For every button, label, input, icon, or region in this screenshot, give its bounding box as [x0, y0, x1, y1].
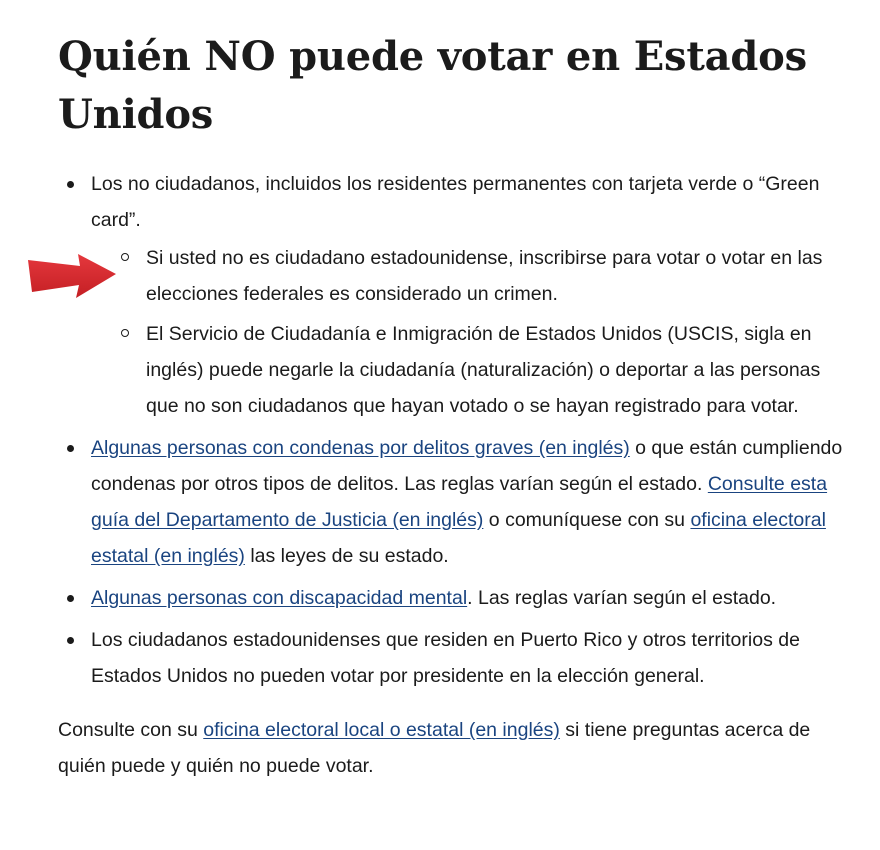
local-state-election-office-link[interactable]: oficina electoral local o estatal (en inglés)	[203, 719, 560, 741]
list-item-text: Los ciudadanos estadounidenses que residen en Puerto Rico y otros territorios de Estados Unidos no pueden votar por presidente en la elección general.	[91, 629, 800, 687]
list-item-mental-disability	[58, 580, 858, 616]
state-election-office-link[interactable]: oficina electoral estatal (en inglés)	[91, 509, 826, 567]
sub-list-item-uscis	[91, 316, 858, 424]
list-item-text: o que están cumpliendo condenas por otros tipos de delitos. Las reglas varían según el estado.	[91, 437, 843, 495]
page-title: Quién NO puede votar en Estados Unidos	[58, 33, 807, 138]
felony-convictions-link[interactable]: Algunas personas con condenas por delitos graves (en inglés)	[91, 437, 630, 459]
mental-disability-link[interactable]: Algunas personas con discapacidad mental	[91, 587, 468, 609]
list-item-text: o comuníquese con su	[483, 509, 691, 531]
list-item-non-citizens	[58, 166, 858, 424]
footer-paragraph	[58, 712, 858, 784]
list-item-text: las leyes de su estado.	[244, 545, 449, 567]
footer-text-suffix: si tiene preguntas acerca de quién puede y quién no puede votar.	[58, 719, 811, 777]
list-item-text: . Las reglas varían según el estado.	[467, 587, 777, 609]
list-item-felony	[58, 430, 858, 574]
sub-list-item-crime	[91, 240, 858, 312]
not-eligible-list	[58, 166, 858, 694]
sub-list	[91, 240, 858, 424]
footer-text-prefix: Consulte con su	[58, 719, 204, 741]
main-content	[58, 28, 858, 784]
sub-list-item-text: Si usted no es ciudadano estadounidense, inscribirse para votar o votar en las elecciones federales es considerado un crimen.	[146, 247, 823, 305]
list-item-territories	[58, 622, 858, 694]
justice-department-guide-link[interactable]: Consulte esta guía del Departamento de Justicia (en inglés)	[91, 473, 828, 531]
sub-list-item-text: El Servicio de Ciudadanía e Inmigración de Estados Unidos (USCIS, sigla en inglés) puede negarle la ciudadanía (naturalización) o deportar a las personas que no son ciudadanos que hayan votado o se hayan registrado para votar.	[146, 323, 821, 417]
list-item-text: Los no ciudadanos, incluidos los residentes permanentes con tarjeta verde o “Green card”.	[91, 173, 820, 231]
